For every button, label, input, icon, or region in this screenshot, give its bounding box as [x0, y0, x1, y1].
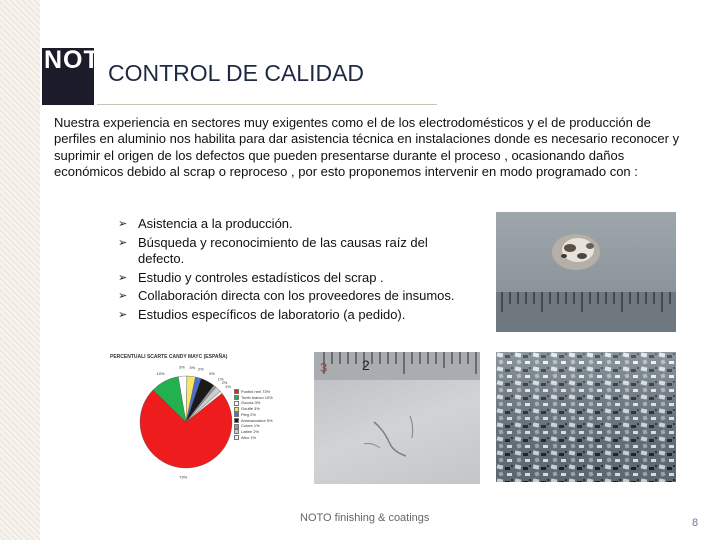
legend-swatch [234, 418, 239, 423]
footer-company: NOTO finishing & coatings [300, 512, 430, 524]
list-item [118, 216, 468, 233]
pie-data-label: 73% [179, 474, 188, 480]
service-list [118, 216, 468, 325]
pie-data-label: 1% [217, 376, 224, 382]
legend-swatch [234, 424, 239, 429]
pie-data-label: 1% [225, 383, 231, 389]
legend-label: Tonfo bianco 10% [241, 394, 273, 400]
legend-swatch [234, 407, 239, 412]
granules-image [496, 352, 676, 482]
defect-closeup-photo [496, 212, 676, 332]
legend-swatch [234, 435, 239, 440]
list-item [118, 235, 468, 268]
pie-data-label: 3% [179, 364, 185, 370]
list-item-text: Búsqueda y reconocimiento de las causas raíz del defecto. [138, 234, 428, 266]
list-item [118, 307, 468, 324]
pie-data-label: 10% [156, 370, 165, 376]
pie-data-label: 2% [221, 380, 228, 386]
list-item [118, 288, 468, 305]
legend-label: Colore 1% [241, 423, 260, 429]
legend-label: Ammaccature 5% [241, 417, 273, 423]
arrow-bullet-icon: ➢ [118, 271, 128, 284]
defect-closeup-image [496, 212, 676, 332]
legend-swatch [234, 401, 239, 406]
legend-swatch [234, 429, 239, 434]
legend-entry [234, 435, 282, 441]
arrow-bullet-icon: ➢ [118, 218, 128, 230]
page-title: CONTROL DE CALIDAD [108, 60, 365, 86]
noto-logo [42, 46, 120, 105]
legend-label: Goccia 3% [241, 400, 261, 406]
surface-defect-photo [314, 352, 480, 484]
intro-paragraph: Nuestra experiencia en sectores muy exigentes como el de los electrodomésticos y el de producción de perfiles en aluminio nos habilita para dar asistencia técnica en instalaciones donde es necesario reconocer y suprimir el origen de los defectos que pueden presentarse durante el proceso , ocasionando daños económicos debido al scrap o reproceso , por esto proponemos intervenir en modo programado con : [54, 115, 680, 180]
legend-label: Gouffe 3% [241, 406, 260, 412]
logo-text: NOTO [44, 46, 120, 74]
pie-data-label: 5% [209, 371, 215, 377]
chart-legend [234, 389, 282, 440]
legend-label: Puntini neri 73% [241, 389, 271, 394]
legend-label: Lattee 2% [241, 428, 260, 434]
list-item-text: Asistencia a la producción. [138, 216, 293, 231]
pie-chart [110, 360, 234, 480]
surface-defect-image [314, 352, 480, 484]
scrap-percentage-chart [110, 354, 282, 480]
legend-label: Altro 1% [241, 434, 257, 440]
list-item-text: Collaboración directa con los proveedores de insumos. [138, 288, 455, 303]
title-underline [97, 104, 437, 105]
granules-photo [496, 352, 676, 482]
ruler-label-3: 3 [320, 360, 328, 375]
legend-swatch [234, 395, 239, 400]
pie-data-label: 2% [197, 366, 204, 372]
list-item-text: Estudios específicos de laboratorio (a pedido). [138, 306, 406, 322]
arrow-bullet-icon: ➢ [118, 290, 128, 302]
pie-data-label: 3% [189, 364, 196, 370]
page-number: 8 [692, 517, 699, 529]
ruler-label-2: 2 [362, 357, 370, 373]
list-item [118, 270, 468, 287]
list-item-text: Estudio y controles estadísticos del scrap . [138, 269, 384, 285]
chart-title: PERCENTUALI SCARTE CANDY MAYC (ESPAÑA) [110, 354, 228, 360]
legend-label: Pieg 2% [241, 411, 256, 417]
arrow-bullet-icon: ➢ [118, 236, 128, 249]
arrow-bullet-icon: ➢ [118, 308, 128, 321]
legend-swatch [234, 412, 239, 417]
legend-swatch [234, 389, 239, 394]
